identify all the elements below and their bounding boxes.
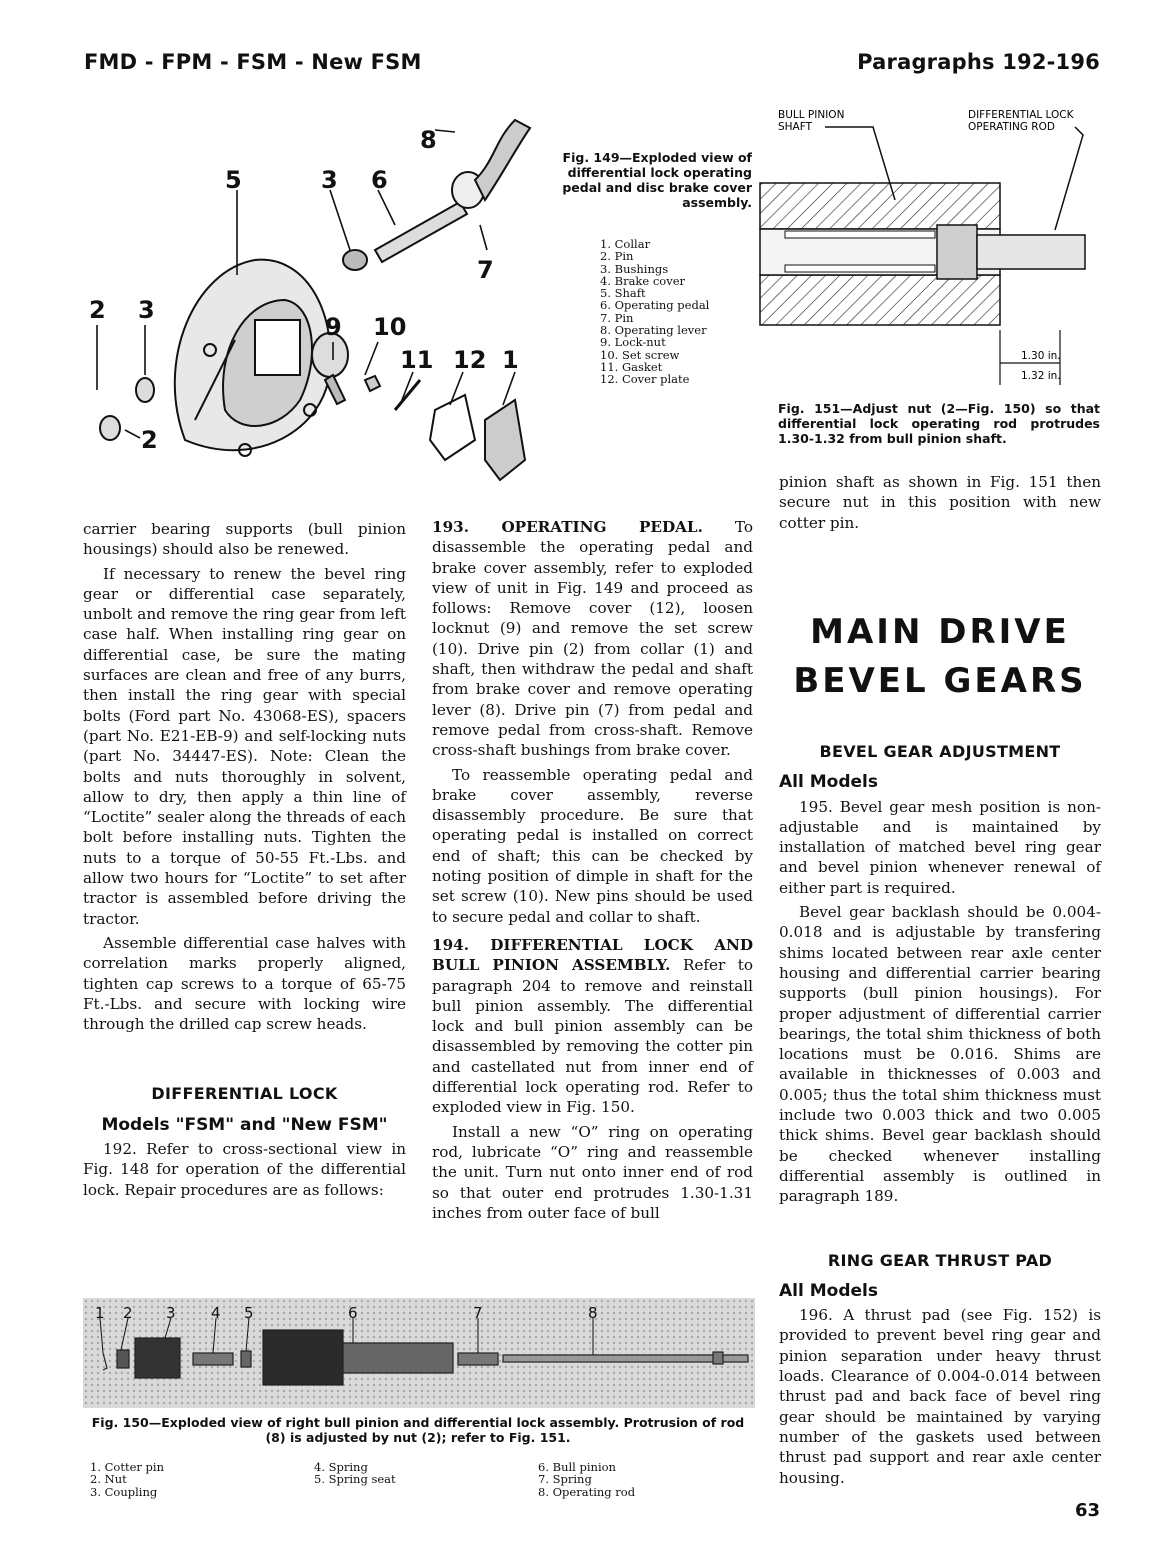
callout-4: 5 — [225, 166, 242, 194]
dim-1-32: 1.32 in. — [1021, 370, 1061, 382]
fig150-caption: Fig. 150—Exploded view of right bull pinion and differential lock assembly. Protrusion of rod (8) is adjusted by nut (2); refer to Fig. 151. — [91, 1415, 745, 1445]
legend-item: 7. Spring — [538, 1472, 592, 1487]
nut — [117, 1350, 129, 1368]
callout-6: 7 — [477, 256, 494, 284]
paragraph-192: 192. Refer to cross-sectional view in Fig. 148 for operation of the differential lock. Repair procedures are as follows: — [83, 1140, 406, 1199]
legend-item: 5. Shaft — [600, 286, 646, 301]
models-heading: All Models — [779, 1280, 878, 1301]
label-diff-lock: DIFFERENTIAL LOCK — [968, 109, 1074, 121]
label-operating-rod: OPERATING ROD — [968, 121, 1055, 133]
callout-3b: 3 — [138, 296, 155, 324]
legend-item: 2. Pin — [600, 249, 634, 264]
paragraph: carrier bearing supports (bull pinion housings) should also be renewed. — [83, 520, 406, 559]
fig149-caption: Fig. 149—Exploded view of differential lock operating pedal and disc brake cover assembly. — [562, 150, 752, 210]
paragraph: To reassemble operating pedal and brake cover assembly, reverse disassembly procedure. Be sure that operating pedal is installed on correct end of shaft; this can be checked by noting position of dimple in shaft for the set screw (10). New pins should be used to secure pedal and collar to shaft. — [432, 765, 753, 926]
paragraph-194-heading: 194. DIFFERENTIAL LOCK AND BULL PINION ASSEMBLY. — [432, 935, 753, 975]
legend-item: 8. Operating lever — [600, 323, 707, 338]
operating-rod-8 — [503, 1355, 748, 1362]
paragraph: pinion shaft as shown in Fig. 151 then secure nut in this position with new cotter pin. — [779, 473, 1101, 532]
fig150-legend-col3 — [538, 1461, 635, 1498]
legend-item: 10. Set screw — [600, 347, 680, 362]
fig150-legend-col2 — [314, 1461, 396, 1486]
callout-4: 4 — [211, 1304, 221, 1322]
models-heading: Models "FSM" and "New FSM" — [101, 1114, 388, 1135]
section-heading-bevel-gear-adjustment: BEVEL GEAR ADJUSTMENT — [819, 742, 1061, 761]
legend-item: 7. Pin — [600, 310, 634, 325]
legend-item: 6. Operating pedal — [600, 298, 710, 313]
legend-item: 5. Spring seat — [314, 1472, 396, 1487]
legend-item: 1. Cotter pin — [90, 1460, 164, 1474]
callout-11: 12 — [453, 346, 487, 374]
legend-item: 8. Operating rod — [538, 1484, 636, 1499]
callout-7: 8 — [420, 126, 437, 154]
section-heading-differential-lock: DIFFERENTIAL LOCK — [151, 1084, 338, 1104]
callout-2: 2 — [123, 1304, 133, 1322]
page-number: 63 — [1074, 1500, 1100, 1521]
coupling — [135, 1338, 180, 1378]
paragraph: If necessary to renew the bevel ring gear or differential case separately, unbolt and remove the ring gear from left case half. When installing ring gear on differential case, be sure the mating surfaces are clean and free of any burrs, then install the ring gear with special bolts (Ford part No. 43068-ES), spacers (part No. E21-EB-9) and self-locking nuts (part No. 34447-ES). Note: Clean the bolts and nuts thoroughly in solvent, allow to dry, then apply a thin line of “Loctite” sealer along the threads of each bolt before installing nuts. Tighten the nuts to a torque of 50-55 Ft.-Lbs. and allow two hours for “Loctite” to set after tractor is assembled before driving the tractor. — [83, 564, 406, 928]
section-heading-ring-gear-thrust-pad: RING GEAR THRUST PAD — [827, 1250, 1053, 1270]
running-header-paragraphs: Paragraphs 192-196 — [857, 50, 1100, 74]
legend-item: 11. Gasket — [600, 359, 663, 374]
legend-item: 4. Brake cover — [600, 273, 686, 288]
callout-1: 2 — [141, 426, 158, 454]
operating-rod — [977, 235, 1085, 269]
paragraph-195: 195. Bevel gear mesh position is non-adjustable and is maintained by installation of matched bevel ring gear and bevel pinion whenever renewal of either part is required. — [779, 797, 1101, 897]
fig149-exploded-drawing — [75, 110, 555, 490]
text-column-2 — [432, 517, 753, 1227]
dim-1-30: 1.30 in. — [1021, 350, 1061, 362]
legend-item: 4. Spring — [314, 1460, 368, 1474]
callout-1: 1 — [95, 1304, 105, 1322]
legend-item: 6. Bull pinion — [538, 1460, 616, 1474]
fig151-cross-section — [755, 105, 1100, 395]
legend-item: 3. Coupling — [90, 1484, 158, 1499]
spring-4 — [193, 1353, 233, 1365]
paragraph-193 — [432, 517, 753, 761]
label-shaft: SHAFT — [778, 121, 813, 133]
models-heading: All Models — [779, 772, 878, 793]
fig151-caption: Fig. 151—Adjust nut (2—Fig. 150) so that differential lock operating rod protrudes 1.30-1.32 from bull pinion shaft. — [778, 401, 1100, 446]
callout-3: 3 — [321, 166, 338, 194]
paragraph-194 — [432, 935, 753, 1118]
callout-8: 8 — [588, 1304, 598, 1322]
paragraph: Install a new “O” ring on operating rod, lubricate “O” ring and reassemble the unit. Turn nut onto inner end of rod so that outer end protrudes 1.30-1.31 inches from outer face of bull — [432, 1122, 753, 1222]
fig150-photo — [83, 1298, 755, 1408]
running-header-models: FMD - FPM - FSM - New FSM — [84, 50, 422, 74]
callout-5: 6 — [371, 166, 388, 194]
paragraph-196: 196. A thrust pad (see Fig. 152) is provided to prevent bevel ring gear and pinion separation under heavy thrust loads. Clearance of 0.004-0.014 between thrust pad and back face of bevel ring gear should be maintained by varying number of the gaskets used between thrust pad support and rear axle center housing. — [779, 1306, 1101, 1487]
paragraph-193-heading: 193. OPERATING PEDAL. — [432, 518, 703, 536]
shaft-lower-section — [760, 275, 1000, 325]
chapter-title-line1: MAIN DRIVE — [810, 612, 1070, 652]
callout-8: 9 — [325, 313, 342, 341]
callout-2: 2 — [89, 296, 106, 324]
callout-6: 6 — [348, 1304, 358, 1322]
paragraph-193-body: To disassemble the operating pedal and brake cover assembly, refer to exploded view of unit in Fig. 149 and proceed as follows: Remove cover (12), loosen locknut (9) and remove the set screw (10). Drive pin (2) from collar (1) and shaft, then withdraw the pedal and shaft from brake cover and remove operating lever (8). Drive pin (7) from pedal and remove pedal from cross-shaft. Remove cross-shaft bushings from brake cover. — [432, 518, 754, 760]
spring-7 — [458, 1353, 498, 1365]
text-column-3 — [779, 742, 1101, 1492]
chapter-title-line2: BEVEL GEARS — [793, 661, 1087, 701]
callout-5: 5 — [244, 1304, 254, 1322]
paragraph-194-body: Refer to paragraph 204 to remove and reinstall bull pinion assembly. The differential lock and bull pinion assembly can be disassembled by removing the cotter pin and castellated nut from inner end of differential lock operating rod. Refer to exploded view in Fig. 150. — [432, 956, 753, 1117]
legend-item: 9. Lock-nut — [600, 335, 666, 350]
brake-cover-illustration — [175, 260, 331, 456]
legend-item: 3. Bushings — [600, 261, 669, 276]
text-column-1 — [83, 519, 406, 1204]
adjust-nut — [937, 225, 977, 279]
legend-item: 1. Collar — [600, 237, 651, 251]
text-column-3-top — [779, 472, 1101, 537]
shaft-upper-section — [760, 183, 1000, 229]
fig150-legend-col1 — [90, 1461, 164, 1498]
callout-3: 3 — [166, 1304, 176, 1322]
bull-pinion — [263, 1330, 343, 1385]
label-bull-pinion: BULL PINION — [778, 109, 845, 121]
spring-seat — [241, 1351, 251, 1367]
callout-10: 11 — [400, 346, 434, 374]
paragraph: Bevel gear backlash should be 0.004-0.018 and is adjustable by transfering shims located between rear axle center housing and differential carrier bearing supports (bull pinion housings). For proper adjustment of differential carrier bearings, the total shim thickness of both locations must be 0.016. Shims are available in thicknesses of 0.003 and 0.005; thus the total shim thickness must include two 0.003 thick and two 0.005 thick shims. Bevel gear backlash should be checked whenever installing differential assembly is outlined in paragraph 189. — [779, 903, 1101, 1206]
paragraph: Assemble differential case halves with correlation marks properly aligned, tighten cap screws to a torque of 65-75 Ft.-Lbs. and secure with locking wire through the drilled cap screw heads. — [83, 933, 406, 1034]
callout-7: 7 — [473, 1304, 483, 1322]
legend-item: 12. Cover plate — [600, 372, 690, 387]
fig149-legend — [600, 238, 709, 386]
legend-item: 2. Nut — [90, 1472, 127, 1487]
callout-9: 10 — [373, 313, 407, 341]
callout-12: 1 — [502, 346, 519, 374]
